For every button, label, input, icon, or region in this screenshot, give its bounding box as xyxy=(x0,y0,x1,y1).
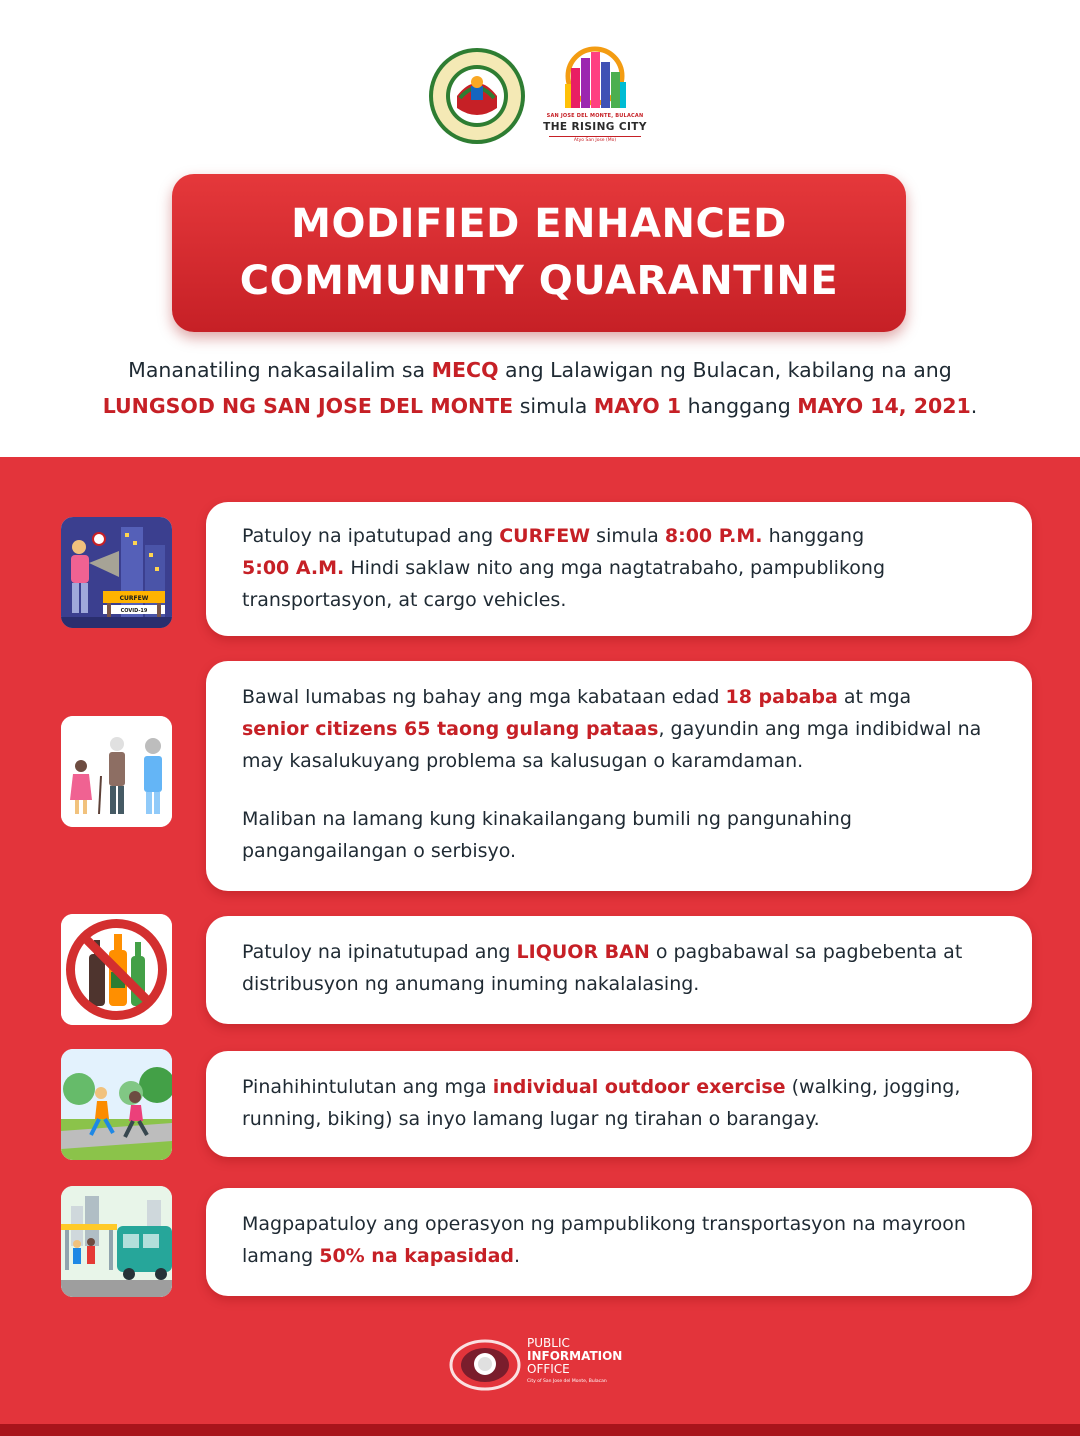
title-line-2: COMMUNITY QUARANTINE xyxy=(239,258,839,304)
covid-sign-label: COVID-19 xyxy=(120,608,148,614)
intro-highlight: MAYO 14, 2021 xyxy=(797,394,971,418)
card-highlight: 5:00 A.M. xyxy=(242,557,345,579)
public-information-office-logo xyxy=(447,1333,647,1395)
card-text: . xyxy=(514,1245,521,1267)
rising-city-divider xyxy=(549,136,641,137)
card-text: hanggang xyxy=(762,525,865,547)
youth-seniors-text xyxy=(242,681,1012,777)
liquor-ban-text xyxy=(242,936,1012,1000)
bottom-strip xyxy=(0,1424,1080,1436)
card-text: simula xyxy=(590,525,665,547)
rising-city-tagline: Atyo San Jose (Mo) xyxy=(573,138,617,143)
no-liquor-icon xyxy=(61,914,172,1025)
card-text: (walking, jogging, running, biking) sa inyo lamang lugar ng tirahan o barangay. xyxy=(242,1076,961,1130)
pio-line-1: PUBLIC xyxy=(527,1336,570,1350)
intro-highlight: MECQ xyxy=(431,358,499,382)
card-highlight: 8:00 P.M. xyxy=(664,525,763,547)
card-highlight: 50% na kapasidad xyxy=(319,1245,514,1267)
outdoor-exercise-text xyxy=(242,1071,1012,1135)
rising-city-title: THE RISING CITY xyxy=(543,121,647,133)
city-seal-logo xyxy=(427,46,527,146)
public-transport-text xyxy=(242,1208,1012,1272)
card-text: Magpapatuloy ang operasyon ng pampublikong transportasyon na mayroon lamang xyxy=(242,1213,966,1267)
intro-text: simula xyxy=(513,394,594,418)
card-text: Pinahihintulutan ang mga xyxy=(242,1076,493,1098)
pio-line-2: INFORMATION xyxy=(527,1349,623,1363)
card-text: Bawal lumabas ng bahay ang mga kabataan edad xyxy=(242,686,726,708)
curfew-sign-label: CURFEW xyxy=(119,595,149,602)
card-highlight: LIQUOR BAN xyxy=(516,941,650,963)
card-text: Hindi saklaw nito ang mga nagtatrabaho, pampublikong transportasyon, at cargo vehicles. xyxy=(242,557,886,611)
pio-line-3: OFFICE xyxy=(527,1362,570,1376)
card-text: Patuloy na ipinatutupad ang xyxy=(242,941,517,963)
intro-text: hanggang xyxy=(681,394,798,418)
intro-paragraph xyxy=(40,352,1040,424)
card-highlight: individual outdoor exercise xyxy=(492,1076,786,1098)
card-highlight: senior citizens 65 taong gulang pataas xyxy=(242,718,659,740)
rising-city-subtitle: SAN JOSE DEL MONTE, BULACAN xyxy=(546,113,644,119)
curfew-text xyxy=(242,520,1012,616)
pio-emblem-icon xyxy=(447,1333,523,1395)
outdoor-exercise-icon xyxy=(61,1049,172,1160)
public-transport-card xyxy=(206,1188,1032,1296)
title-line-1: MODIFIED ENHANCED xyxy=(291,201,787,247)
public-transport-icon xyxy=(61,1186,172,1297)
card-text: o pagbabawal sa pagbebenta at distribusyon ng anumang inuming nakalalasing. xyxy=(242,941,963,995)
liquor-ban-card xyxy=(206,916,1032,1024)
curfew-card xyxy=(206,502,1032,636)
intro-text: Mananatiling nakasailalim sa xyxy=(128,358,432,382)
title-banner xyxy=(172,174,906,332)
pio-subtitle: City of San Jose del Monte, Bulacan xyxy=(527,1379,607,1384)
rising-city-logo xyxy=(535,46,655,150)
card-text: , gayundin ang mga indibidwal na may kasalukuyang problema sa kalusugan o karamdaman. xyxy=(242,718,982,772)
intro-highlight: MAYO 1 xyxy=(593,394,682,418)
card-text: at mga xyxy=(837,686,912,708)
intro-text: . xyxy=(970,394,978,418)
curfew-icon xyxy=(61,517,172,628)
youth-seniors-card xyxy=(206,661,1032,891)
card-highlight: CURFEW xyxy=(499,525,591,547)
intro-highlight: LUNGSOD NG SAN JOSE DEL MONTE xyxy=(102,394,514,418)
pio-text xyxy=(527,1337,622,1376)
card-highlight: 18 pababa xyxy=(725,686,838,708)
header-logos xyxy=(0,46,1080,154)
outdoor-exercise-card xyxy=(206,1051,1032,1157)
card-text: Patuloy na ipatutupad ang xyxy=(242,525,500,547)
youth-seniors-exception: Maliban na lamang kung kinakailangang bumili ng pangunahing pangangailangan o serbisyo. xyxy=(242,808,852,862)
youth-and-seniors-icon xyxy=(61,716,172,827)
intro-text: ang Lalawigan ng Bulacan, kabilang na ang xyxy=(498,358,952,382)
